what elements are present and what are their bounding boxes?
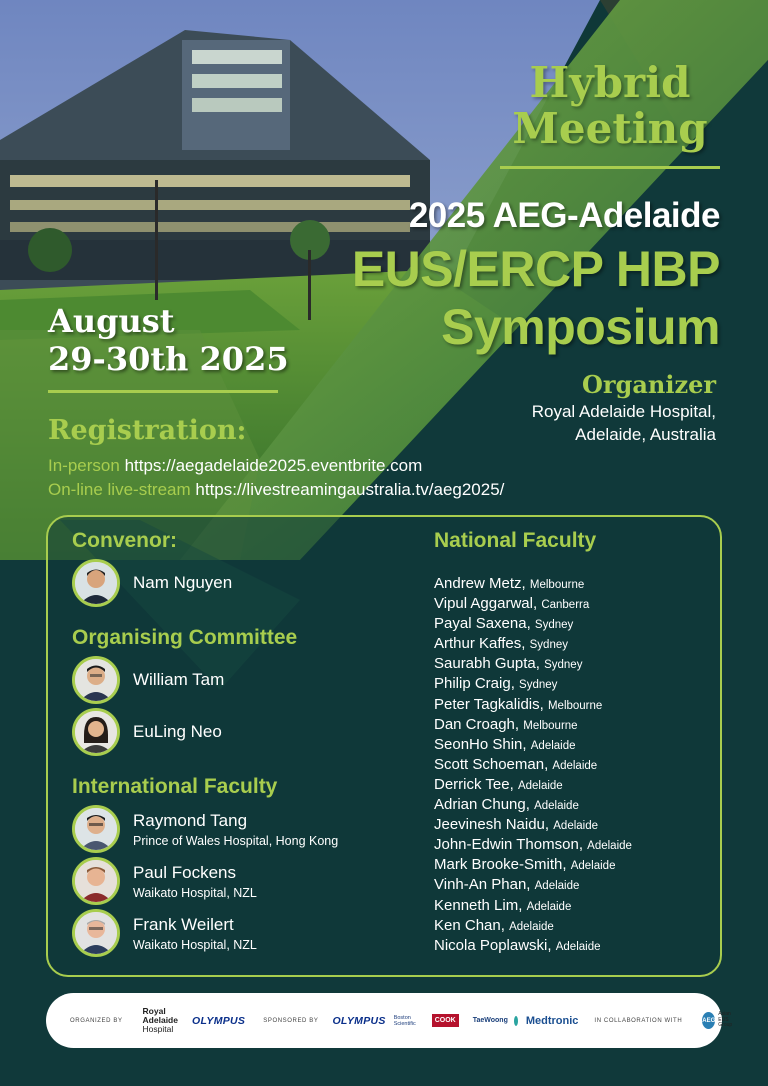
separator: , — [547, 936, 556, 954]
medtronic-logo: Medtronic — [525, 1014, 579, 1027]
separator: , — [544, 755, 553, 773]
national-faculty-city: Adelaide — [534, 800, 579, 813]
national-faculty-list — [434, 574, 704, 956]
separator: , — [562, 856, 571, 874]
national-faculty-city: Adelaide — [570, 860, 616, 873]
national-faculty-item — [434, 654, 704, 674]
national-faculty-city: Sydney — [519, 679, 558, 692]
royal-adelaide-hospital-logo — [143, 1007, 178, 1034]
boston-scientific-logo — [394, 1015, 416, 1027]
international-member-name: Frank Weilert — [133, 914, 234, 934]
international-member — [72, 909, 257, 957]
national-faculty-city: Sydney — [534, 619, 574, 632]
national-faculty-item — [434, 855, 704, 875]
national-faculty-city: Adelaide — [517, 779, 563, 792]
avatar — [72, 909, 120, 957]
national-faculty-name: Jeevinesh Naidu — [434, 816, 545, 834]
cook-logo: COOK — [432, 1014, 459, 1027]
avatar — [72, 708, 120, 756]
event-title-line2: Symposium — [441, 299, 720, 355]
separator: , — [514, 715, 524, 733]
separator: , — [509, 775, 518, 793]
in-person-link[interactable]: https://aegadelaide2025.eventbrite.com — [124, 456, 423, 475]
national-faculty-item — [434, 594, 704, 614]
national-faculty-name: Payal Saxena — [434, 615, 527, 633]
event-year-title: 2025 AEG-Adelaide — [408, 196, 720, 235]
national-faculty-name: Mark Brooke-Smith — [434, 856, 563, 874]
national-faculty-city: Sydney — [529, 639, 568, 652]
international-faculty-title: International Faculty — [72, 775, 278, 798]
separator: , — [500, 916, 510, 934]
separator: , — [522, 735, 531, 753]
national-faculty-city: Melbourne — [547, 699, 603, 712]
avatar — [72, 656, 120, 704]
olympus-logo: OLYMPUS — [191, 1014, 246, 1027]
international-member-affiliation: Waikato Hospital, NZL — [133, 937, 257, 952]
taewoong-icon — [514, 1016, 518, 1026]
online-link[interactable]: https://livestreamingaustralia.tv/aeg2025/ — [195, 480, 505, 499]
national-faculty-name: Ken Chan — [434, 916, 501, 934]
national-faculty-item — [434, 755, 704, 775]
aeg-line1: Asian — [718, 1011, 731, 1018]
meeting-type-line1: Hybrid — [529, 58, 691, 107]
national-faculty-item — [434, 795, 704, 815]
separator: , — [535, 655, 545, 673]
national-faculty-name: Philip Craig — [434, 675, 511, 693]
aeg-logo: AEG — [702, 1012, 715, 1029]
rah-line1: Royal — [142, 1006, 166, 1016]
national-faculty-item — [434, 835, 704, 855]
national-faculty-item — [434, 875, 704, 895]
bsc-line2: Scientific — [393, 1020, 416, 1027]
meeting-type-underline — [500, 166, 720, 169]
convenor-name: Nam Nguyen — [133, 573, 233, 592]
national-faculty-item — [434, 815, 704, 835]
event-title — [300, 240, 720, 356]
national-faculty-city: Adelaide — [552, 759, 598, 772]
national-faculty-city: Canberra — [541, 599, 590, 612]
separator: , — [525, 796, 535, 814]
event-title-line1: EUS/ERCP HBP — [351, 241, 720, 297]
national-faculty-item — [434, 735, 704, 755]
committee-member-name: William Tam — [133, 670, 225, 689]
national-faculty-name: Peter Tagkalidis — [434, 695, 540, 713]
aeg-line3: Group — [718, 1022, 733, 1029]
national-faculty-name: Derrick Tee — [434, 775, 510, 793]
national-faculty-city: Adelaide — [555, 940, 601, 953]
national-faculty-item — [434, 674, 704, 694]
registration-title: Registration: — [48, 415, 247, 446]
organising-committee-title: Organising Committee — [72, 626, 298, 649]
national-faculty-city: Adelaide — [587, 840, 632, 853]
national-faculty-name: Kenneth Lim — [434, 896, 519, 914]
separator: , — [544, 816, 554, 834]
national-faculty-name: Saurabh Gupta — [434, 655, 536, 673]
national-faculty-name: Arthur Kaffes — [434, 635, 522, 653]
national-faculty-name: SeonHo Shin — [434, 735, 523, 753]
meeting-type — [500, 60, 720, 152]
national-faculty-item — [434, 574, 704, 594]
national-faculty-city: Adelaide — [530, 739, 576, 752]
national-faculty-item — [434, 634, 704, 654]
in-person-label: In-person — [48, 456, 120, 475]
national-faculty-name: Adrian Chung — [434, 796, 526, 814]
registration-online — [48, 480, 504, 500]
sponsored-by-label: SPONSORED BY — [263, 1017, 319, 1024]
separator: , — [526, 876, 535, 894]
national-faculty-item — [434, 614, 704, 634]
committee-member-name: EuLing Neo — [133, 722, 222, 741]
national-faculty-name: Vinh-An Phan — [434, 876, 527, 894]
national-faculty-city: Adelaide — [553, 820, 599, 833]
online-label: On-line live-stream — [48, 480, 191, 499]
sponsor-bar — [46, 993, 733, 1048]
event-date-line1: August — [48, 302, 175, 340]
national-faculty-city: Adelaide — [526, 900, 572, 913]
national-faculty-title: National Faculty — [434, 529, 597, 552]
national-faculty-city: Adelaide — [509, 920, 554, 933]
aeg-logo-text — [718, 1012, 732, 1029]
international-member — [72, 805, 338, 853]
national-faculty-item — [434, 775, 704, 795]
avatar — [72, 857, 120, 905]
national-faculty-name: Vipul Aggarwal — [434, 595, 533, 613]
taewoong-logo: TaeWoong — [472, 1017, 508, 1024]
international-member-affiliation: Prince of Wales Hospital, Hong Kong — [133, 833, 339, 848]
committee-member — [72, 708, 222, 756]
national-faculty-item — [434, 896, 704, 916]
separator: , — [532, 595, 542, 613]
separator: , — [521, 575, 530, 592]
national-faculty-city: Adelaide — [534, 880, 580, 893]
national-faculty-item — [434, 936, 704, 956]
separator: , — [539, 695, 548, 713]
separator: , — [510, 675, 520, 693]
international-member-affiliation: Waikato Hospital, NZL — [133, 885, 257, 900]
separator: , — [521, 635, 530, 653]
convenor-title: Convenor: — [72, 529, 177, 552]
meeting-type-line2: Meeting — [512, 104, 708, 153]
international-member-name: Raymond Tang — [133, 810, 248, 830]
separator: , — [518, 896, 527, 914]
international-member — [72, 857, 257, 905]
event-date — [48, 302, 289, 378]
national-faculty-item — [434, 695, 704, 715]
aeg-line2: EUS — [718, 1016, 729, 1023]
national-faculty-name: Nicola Poplawski — [434, 936, 548, 954]
national-faculty-city: Melbourne — [529, 579, 585, 591]
convenor-person — [72, 559, 232, 607]
international-member-name: Paul Fockens — [133, 862, 236, 882]
event-date-line2: 29-30th 2025 — [48, 340, 289, 378]
national-faculty-name: Dan Croagh — [434, 715, 515, 733]
bsc-line1: Boston — [393, 1014, 411, 1021]
organized-by-label: ORGANIZED BY — [70, 1017, 123, 1024]
avatar — [72, 805, 120, 853]
rah-line2: Adelaide — [142, 1015, 178, 1025]
committee-member — [72, 656, 224, 704]
national-faculty-item — [434, 715, 704, 735]
national-faculty-name: John-Edwin Thomson — [434, 836, 579, 854]
collaboration-label: IN COLLABORATION WITH — [594, 1017, 683, 1024]
registration-in-person — [48, 456, 422, 476]
national-faculty-name: Scott Schoeman — [434, 755, 545, 773]
separator: , — [578, 836, 588, 854]
olympus-logo: OLYMPUS — [332, 1014, 386, 1027]
organizer-line1: Royal Adelaide Hospital, — [531, 402, 716, 421]
avatar — [72, 559, 120, 607]
national-faculty-item — [434, 916, 704, 936]
national-faculty-city: Sydney — [544, 659, 583, 672]
organizer-title: Organizer — [582, 370, 716, 399]
rah-line3: Hospital — [142, 1024, 174, 1034]
date-underline — [48, 390, 278, 393]
organizer-line2: Adelaide, Australia — [575, 425, 716, 444]
national-faculty-city: Melbourne — [523, 719, 578, 732]
national-faculty-name: Andrew Metz — [434, 575, 522, 592]
separator: , — [526, 615, 535, 633]
